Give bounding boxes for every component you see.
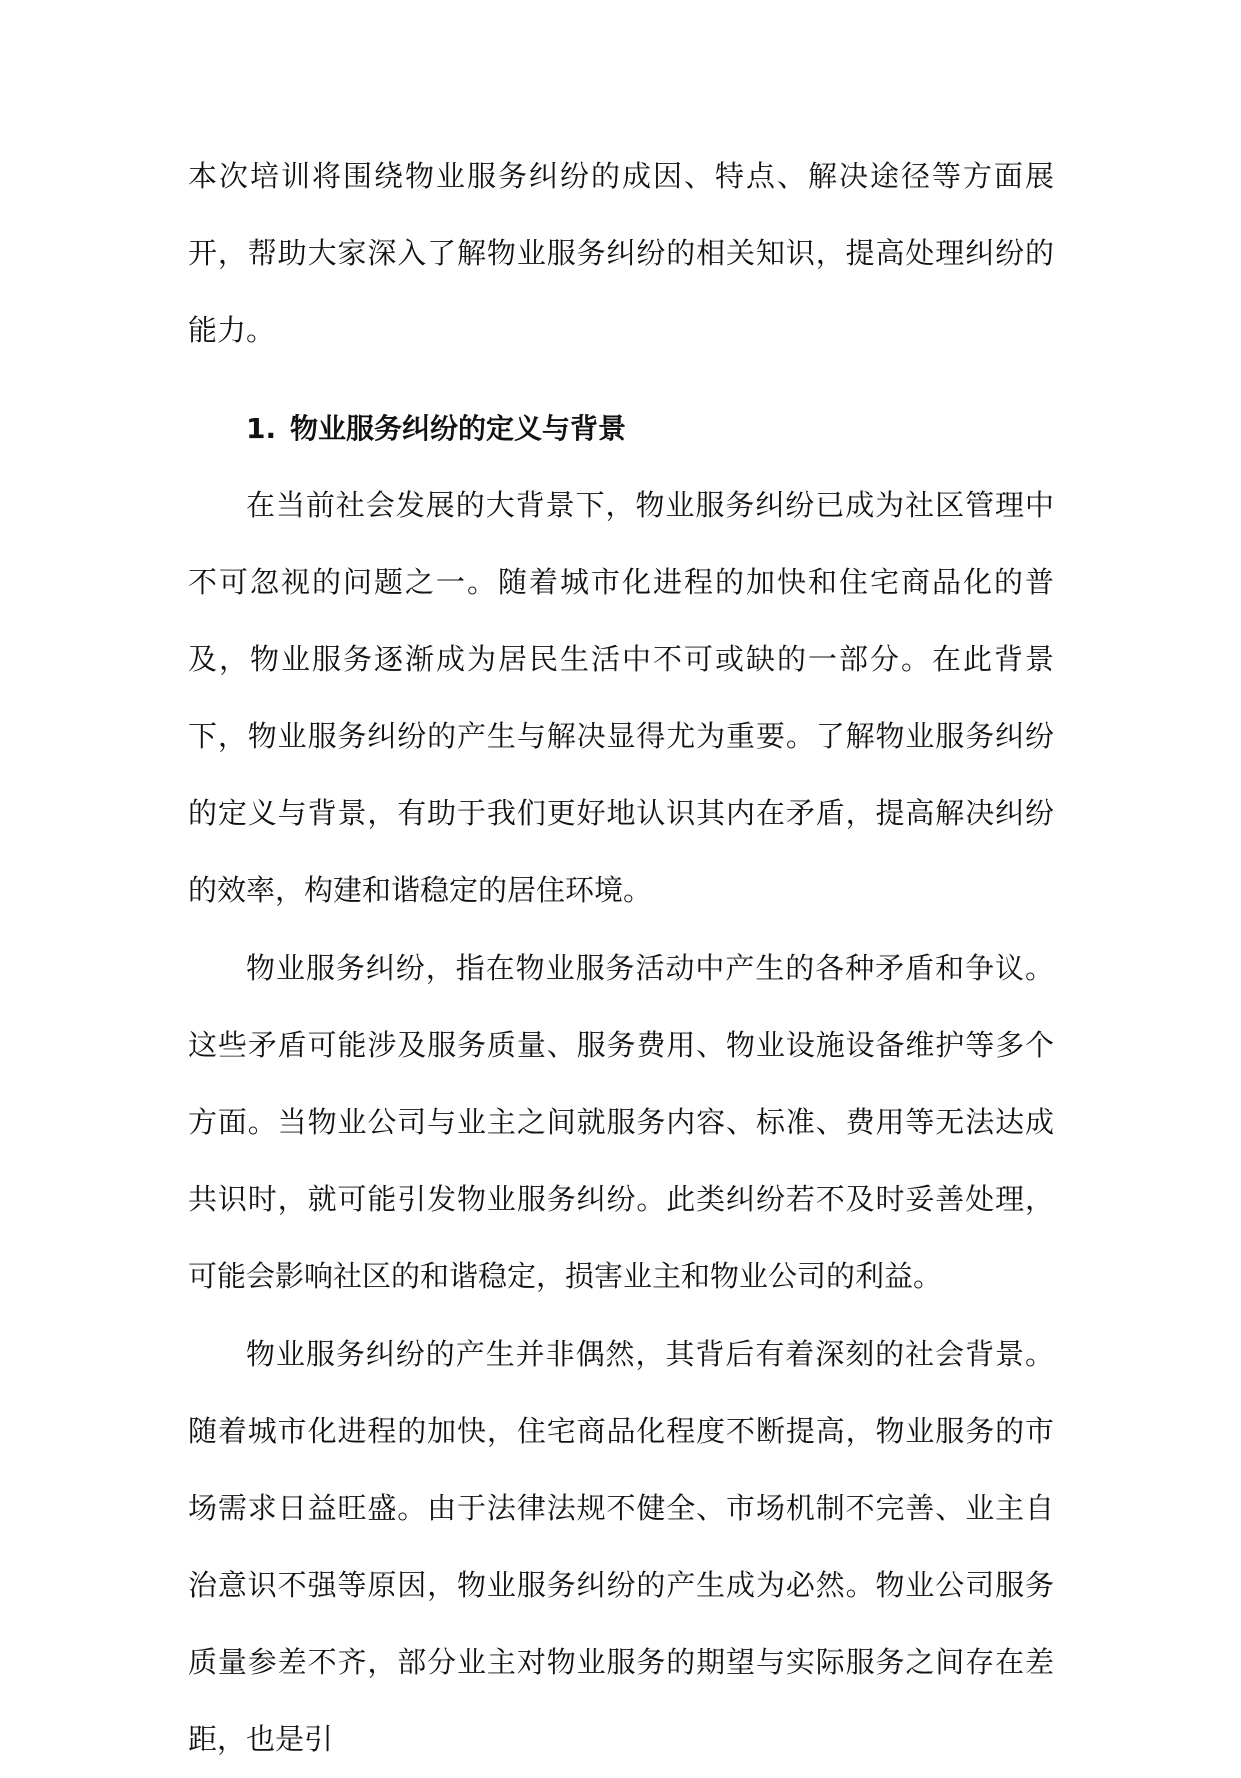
intro-paragraph: 本次培训将围绕物业服务纠纷的成因、特点、解决途径等方面展开，帮助大家深入了解物业服务纠纷的相关知识，提高处理纠纷的能力。 bbox=[188, 159, 1054, 347]
section-title: 物业服务纠纷的定义与背景 bbox=[290, 412, 627, 445]
body-paragraph-2: 物业服务纠纷，指在物业服务活动中产生的各种矛盾和争议。这些矛盾可能涉及服务质量、服务费用、物业设施设备维护等多个方面。当物业公司与业主之间就服务内容、标准、费用等无法达成共识时，就可能引发物业服务纠纷。此类纠纷若不及时妥善处理，可能会影响社区的和谐稳定，损害业主和物业公司的利益。 bbox=[188, 951, 1054, 1293]
section-number: 1. bbox=[246, 412, 277, 445]
body-paragraph-1: 在当前社会发展的大背景下，物业服务纠纷已成为社区管理中不可忽视的问题之一。随着城市化进程的加快和住宅商品化的普及，物业服务逐渐成为居民生活中不可或缺的一部分。在此背景下，物业服务纠纷的产生与解决显得尤为重要。了解物业服务纠纷的定义与背景，有助于我们更好地认识其内在矛盾，提高解决纠纷的效率，构建和谐稳定的居住环境。 bbox=[188, 488, 1054, 907]
document-body bbox=[188, 138, 1054, 1778]
section-heading bbox=[188, 390, 1054, 467]
body-paragraph-3: 物业服务纠纷的产生并非偶然，其背后有着深刻的社会背景。随着城市化进程的加快，住宅商品化程度不断提高，物业服务的市场需求日益旺盛。由于法律法规不健全、市场机制不完善、业主自治意识不强等原因，物业服务纠纷的产生成为必然。物业公司服务质量参差不齐，部分业主对物业服务的期望与实际服务之间存在差距，也是引 bbox=[188, 1337, 1054, 1756]
